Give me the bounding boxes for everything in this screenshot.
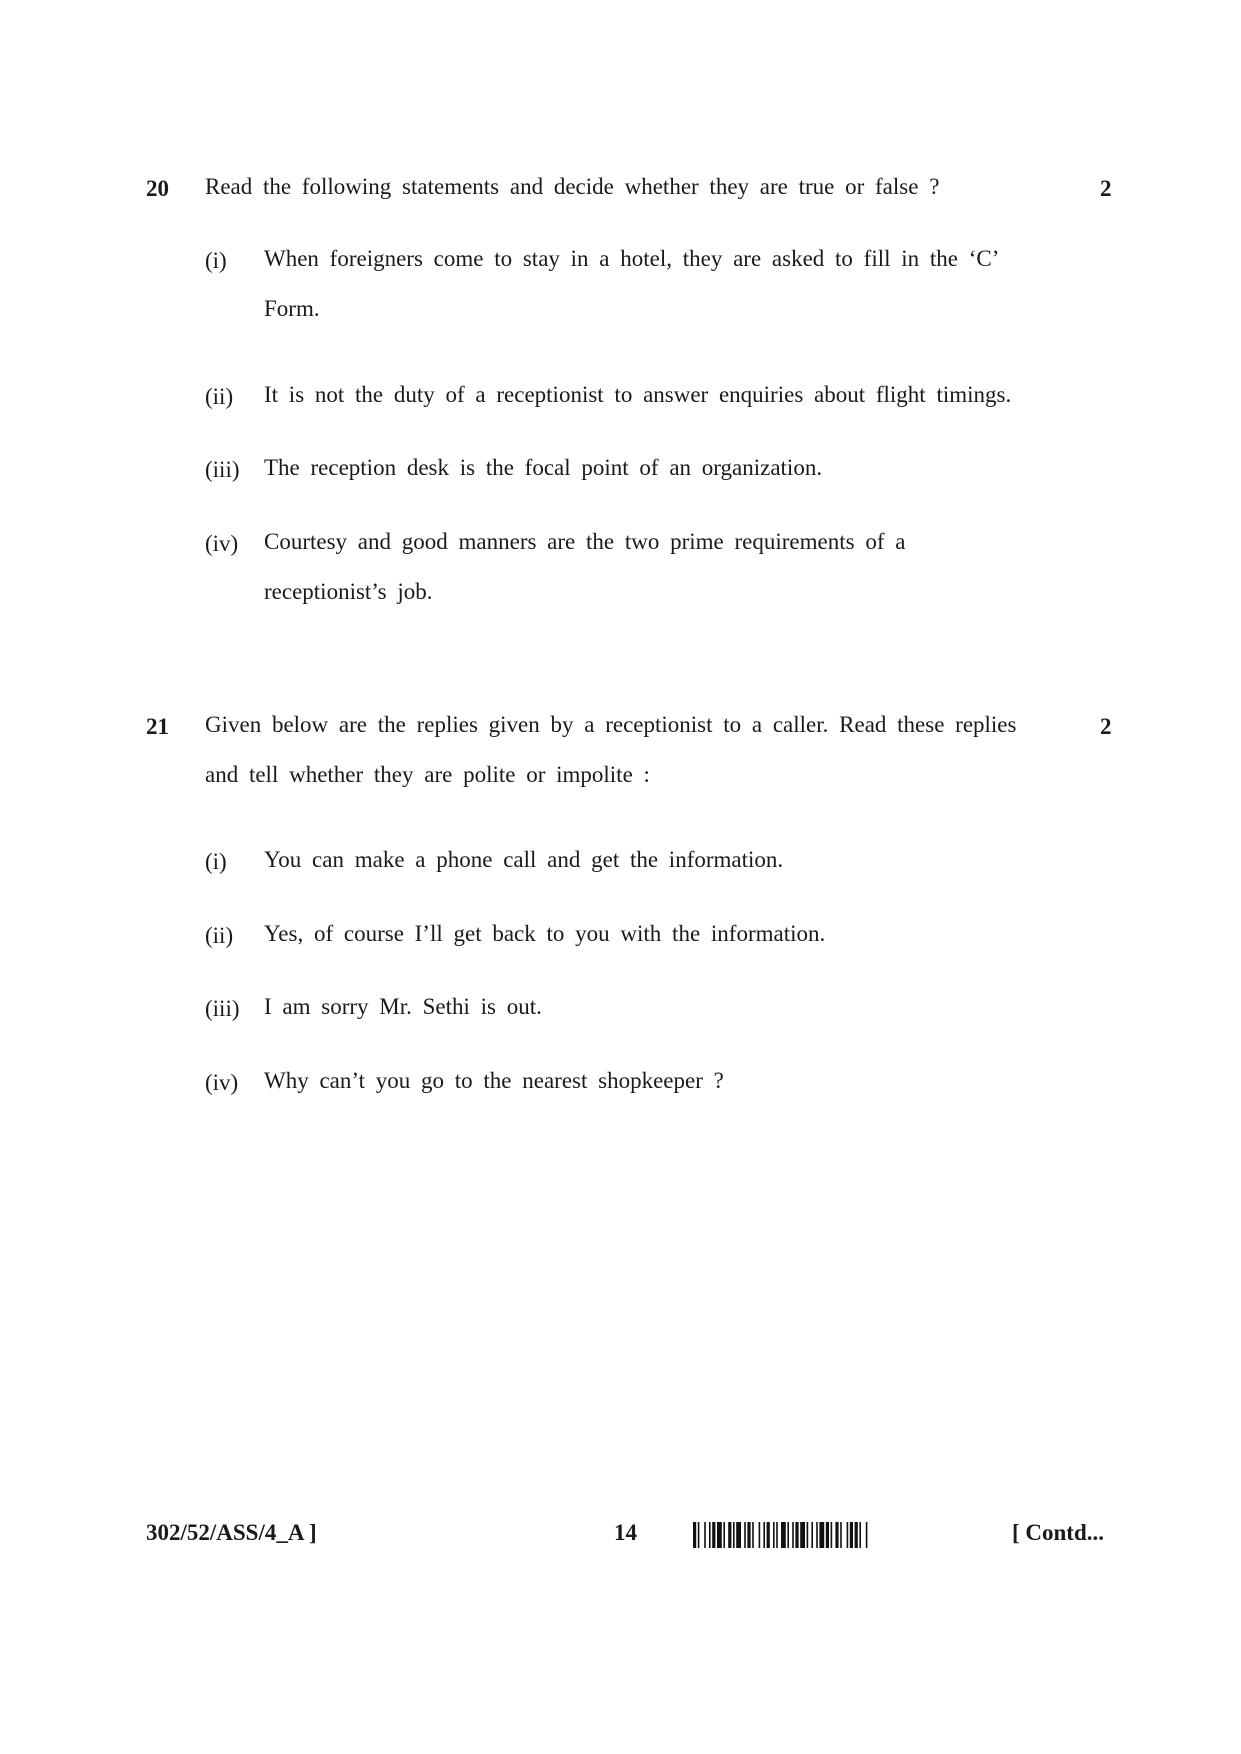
page-number: 14 [614, 1520, 637, 1545]
item-text: I am sorry Mr. Sethi is out. [264, 994, 542, 1019]
item-text: When foreigners come to stay in a hotel, they are asked to fill in the ‘C’ Form. [264, 246, 998, 321]
item-numeral: (iii) [205, 996, 240, 1021]
question-marks: 2 [1100, 176, 1112, 201]
paper-code: 302/52/ASS/4_A ] [146, 1520, 317, 1545]
question-number: 20 [146, 176, 169, 201]
item-numeral: (i) [205, 248, 227, 273]
item-text: The reception desk is the focal point of an organization. [264, 455, 823, 480]
question-text: Read the following statements and decide whether they are true or false ? [205, 174, 940, 199]
item-numeral: (ii) [205, 923, 234, 948]
continued-label: [ Contd... [1012, 1520, 1105, 1545]
item-numeral: (iv) [205, 1070, 239, 1095]
item-text: It is not the duty of a receptionist to answer enquiries about flight timings. [264, 382, 1012, 407]
page-footer [0, 1520, 1241, 1560]
barcode-image [693, 1522, 993, 1548]
item-text: Courtesy and good manners are the two prime requirements of a receptionist’s job. [264, 529, 906, 604]
item-numeral: (i) [205, 849, 227, 874]
item-numeral: (iii) [205, 457, 240, 482]
item-text: Yes, of course I’ll get back to you with the information. [264, 921, 826, 946]
question-number: 21 [146, 714, 169, 739]
item-numeral: (iv) [205, 531, 239, 556]
item-numeral: (ii) [205, 384, 234, 409]
question-text: Given below are the replies given by a receptionist to a caller. Read these replies and tell whether they are polite or impolite : [205, 712, 1017, 787]
item-text: You can make a phone call and get the information. [264, 847, 784, 872]
question-marks: 2 [1100, 714, 1112, 739]
item-text: Why can’t you go to the nearest shopkeeper ? [264, 1068, 724, 1093]
